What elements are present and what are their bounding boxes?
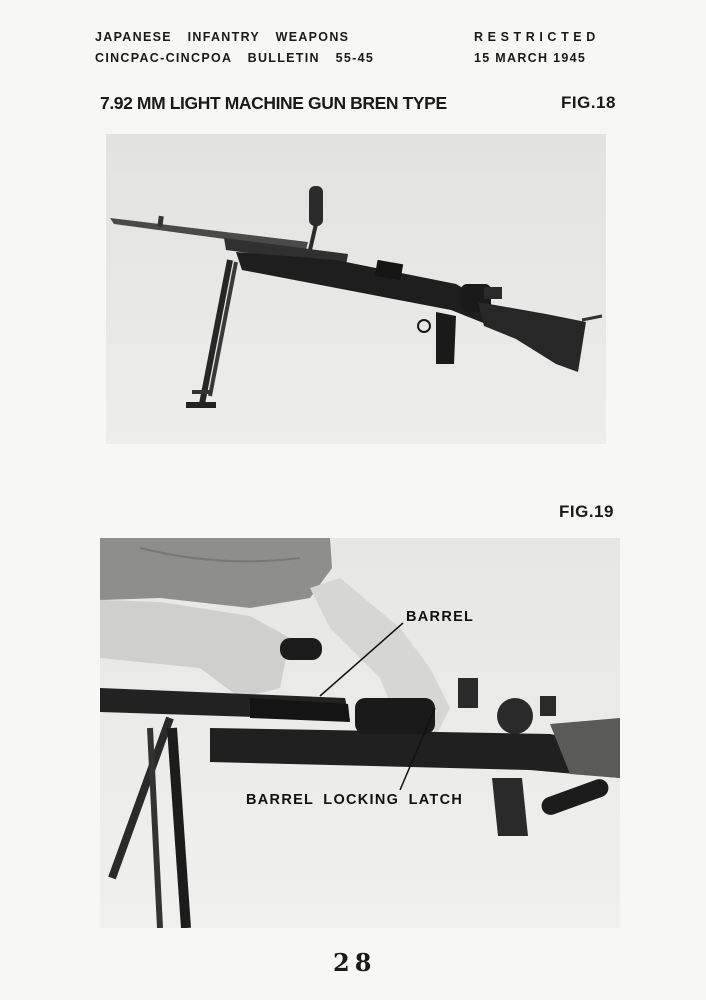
barrel-locking-latch-callout: BARREL LOCKING LATCH [246,792,464,808]
figure-18-label: FIG.18 [561,93,616,112]
header-publication-title: JAPANESE INFANTRY WEAPONS [95,30,350,44]
restricted-marking: RESTRICTED [474,30,600,44]
figure-18-title: 7.92 MM LIGHT MACHINE GUN BREN TYPE [100,93,447,113]
figure-19-photo [100,538,620,928]
figure-19-label: FIG.19 [559,502,614,521]
classification-header [474,27,600,69]
bulletin-header [95,27,374,69]
figure-18-photo [106,134,606,444]
page-number: 28 [333,948,377,977]
header-bulletin-number: CINCPAC-CINCPOA BULLETIN 55-45 [95,51,375,65]
header-date: 15 MARCH 1945 [474,51,587,65]
barrel-callout: BARREL [406,609,475,625]
